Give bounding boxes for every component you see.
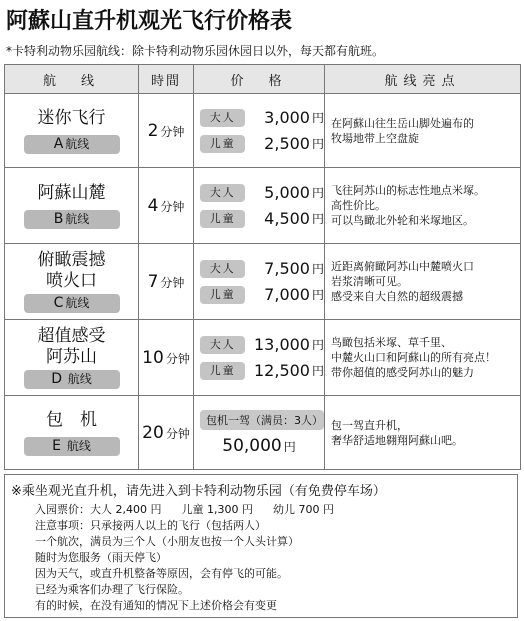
route-badge	[24, 294, 120, 313]
duration-value: 20	[142, 422, 164, 443]
price-value-child: 12,500	[254, 361, 310, 380]
yen-unit: 円	[311, 364, 324, 378]
duration-value: 7	[147, 271, 159, 292]
col-header-highlights: 航线亮点	[325, 65, 521, 94]
route-cell	[5, 396, 139, 470]
footer-line: 注意事项：只承接两人以上的飞行（包括两人）	[35, 519, 266, 532]
price-line-child	[194, 282, 324, 308]
price-cell	[194, 168, 325, 244]
admission-fees	[35, 502, 354, 518]
highlight-line: 感受来自大自然的超级震撼	[331, 290, 463, 303]
route-name: 喷火口	[46, 271, 97, 291]
footer-line: 因为天气，或直升机整备等原因，会有停飞的可能。	[35, 567, 288, 580]
highlight-line: 在阿蘇山往生岳山脚处遍布的	[331, 116, 474, 130]
price-tag-child: 儿童	[200, 286, 245, 304]
highlight-line: 鸟瞰包括米塚、草千里、	[331, 336, 452, 349]
highlight-cell	[325, 396, 521, 470]
price-value-child: 4,500	[264, 209, 310, 228]
operation-note: *卡特利动物乐园航线：除卡特利动物乐园休园日以外，每天都有航班。	[6, 44, 385, 58]
route-name: 阿蘇山麓	[37, 182, 106, 203]
time-cell	[139, 320, 194, 396]
highlight-cell	[325, 244, 521, 320]
highlight-line: 飞往阿苏山的标志性地点米塚。	[331, 184, 485, 197]
footer-notes	[4, 474, 518, 618]
yen-unit: 円	[311, 262, 324, 276]
price-tag-child: 儿童	[200, 135, 245, 153]
duration-unit: 分钟	[165, 351, 190, 366]
price-line-adult	[194, 256, 324, 282]
price-tag-adult: 大人	[200, 184, 245, 202]
duration-value: 4	[147, 195, 159, 216]
time-cell	[139, 168, 194, 244]
price-line-child	[194, 358, 324, 384]
price-tag-adult: 大人	[200, 260, 245, 278]
route-letter: A	[53, 135, 64, 152]
route-cell	[5, 320, 139, 396]
route-cell	[5, 244, 139, 320]
route-cell	[5, 168, 139, 244]
footer-line: 已经为乘客们办理了飞行保险。	[35, 583, 189, 596]
table-header-row	[5, 65, 521, 94]
price-tag-child: 儿童	[200, 210, 245, 228]
table-row	[5, 320, 521, 396]
route-badge-suffix: 航线	[63, 372, 92, 386]
highlight-line: 牧場地带上空盘旋	[331, 131, 419, 145]
price-tag-adult: 大人	[200, 336, 245, 354]
col-header-price: 价 格	[194, 65, 325, 94]
yen-unit: 円	[311, 212, 324, 226]
table-row	[5, 244, 521, 320]
col-header-time: 時間	[139, 65, 194, 94]
price-value-adult: 13,000	[254, 335, 310, 354]
col-header-route: 航 线	[5, 65, 139, 94]
route-badge-suffix: 航线	[65, 296, 90, 310]
admission-adult: 大人 2,400 円	[90, 503, 162, 516]
price-value-child: 7,000	[264, 285, 310, 304]
footer-line: 一个航次，满员为三个人（小朋友也按一个人头计算）	[35, 535, 299, 548]
table-row	[5, 396, 521, 470]
footer-line: 有的时候，在没有通知的情况下上述价格会有变更	[35, 599, 277, 612]
yen-unit: 円	[311, 288, 324, 302]
footer-lines	[35, 502, 354, 614]
highlight-line: 奢华舒适地翱翔阿蘇山吧。	[331, 433, 463, 447]
duration-unit: 分钟	[160, 275, 185, 290]
route-badge-suffix: 航线	[63, 438, 91, 453]
price-line-child	[194, 206, 324, 232]
highlight-line: 可以鸟瞰北外轮和米塚地区。	[331, 214, 474, 227]
price-line-adult	[194, 105, 324, 131]
route-badge	[24, 437, 120, 456]
footer-line: 随时为您服务（雨天停飞）	[35, 551, 167, 564]
footer-heading: ※乘坐观光直升机，请先进入到卡特利动物乐园（有免费停车场）	[11, 484, 386, 499]
route-name: 超值感受	[37, 326, 106, 346]
route-cell	[5, 94, 139, 168]
price-line-adult	[194, 332, 324, 358]
time-cell	[139, 94, 194, 168]
route-badge-suffix: 航线	[65, 136, 90, 151]
charter-price	[194, 436, 324, 456]
yen-unit: 円	[311, 137, 324, 151]
yen-unit: 円	[283, 440, 296, 454]
highlight-line: 岩浆清晰可见。	[331, 275, 408, 288]
highlight-line: 中麓火山口和阿蘇山的所有亮点！	[331, 351, 496, 364]
route-badge-suffix: 航线	[65, 211, 90, 226]
price-value-adult: 5,000	[264, 183, 310, 202]
admission-child: 儿童 1,300 円	[181, 503, 253, 516]
route-badge	[24, 135, 120, 154]
price-value-adult: 7,500	[264, 259, 310, 278]
route-name: 俯瞰震撼	[37, 250, 106, 270]
price-line-child	[194, 131, 324, 157]
charter-price-value: 50,000	[222, 436, 282, 456]
highlight-line: 高性价比。	[331, 199, 386, 212]
duration-unit: 分钟	[160, 124, 185, 139]
duration-value: 2	[147, 120, 159, 141]
route-letter: E	[52, 437, 62, 454]
price-cell	[194, 320, 325, 396]
price-cell	[194, 94, 325, 168]
time-cell	[139, 244, 194, 320]
highlight-line: 带你超值的感受阿苏山的魅力	[331, 366, 474, 379]
charter-tag: 包机一驾（满员：3人）	[200, 410, 324, 430]
highlight-cell	[325, 168, 521, 244]
page-title: 阿蘇山直升机观光飞行价格表	[6, 9, 293, 34]
price-cell	[194, 396, 325, 470]
route-badge	[24, 370, 120, 389]
route-name: 阿苏山	[46, 347, 97, 367]
highlight-cell	[325, 320, 521, 396]
route-name: 包 机	[46, 409, 97, 430]
price-value-adult: 3,000	[264, 108, 310, 127]
table-row	[5, 94, 521, 168]
duration-unit: 分钟	[160, 199, 185, 214]
yen-unit: 円	[311, 186, 324, 200]
route-letter: B	[53, 210, 64, 227]
route-letter: D	[51, 371, 62, 387]
duration-unit: 分钟	[165, 426, 190, 441]
route-letter: C	[53, 295, 64, 311]
price-cell	[194, 244, 325, 320]
highlight-line: 包一驾直升机，	[331, 418, 408, 432]
time-cell	[139, 396, 194, 470]
price-tag-child: 儿童	[200, 362, 245, 380]
duration-value: 10	[142, 347, 164, 368]
price-line-adult	[194, 180, 324, 206]
route-name: 迷你飞行	[37, 107, 106, 128]
highlight-line: 近距离俯瞰阿苏山中麓喷火口	[331, 260, 474, 273]
admission-infant: 幼儿 700 円	[272, 503, 334, 516]
price-tag-adult: 大人	[200, 109, 245, 127]
admission-label: 入园票价：	[35, 503, 90, 516]
table-row	[5, 168, 521, 244]
yen-unit: 円	[311, 338, 324, 352]
yen-unit: 円	[311, 111, 324, 125]
route-badge	[24, 210, 120, 229]
highlight-cell	[325, 94, 521, 168]
price-table	[4, 64, 521, 470]
price-value-child: 2,500	[264, 134, 310, 153]
